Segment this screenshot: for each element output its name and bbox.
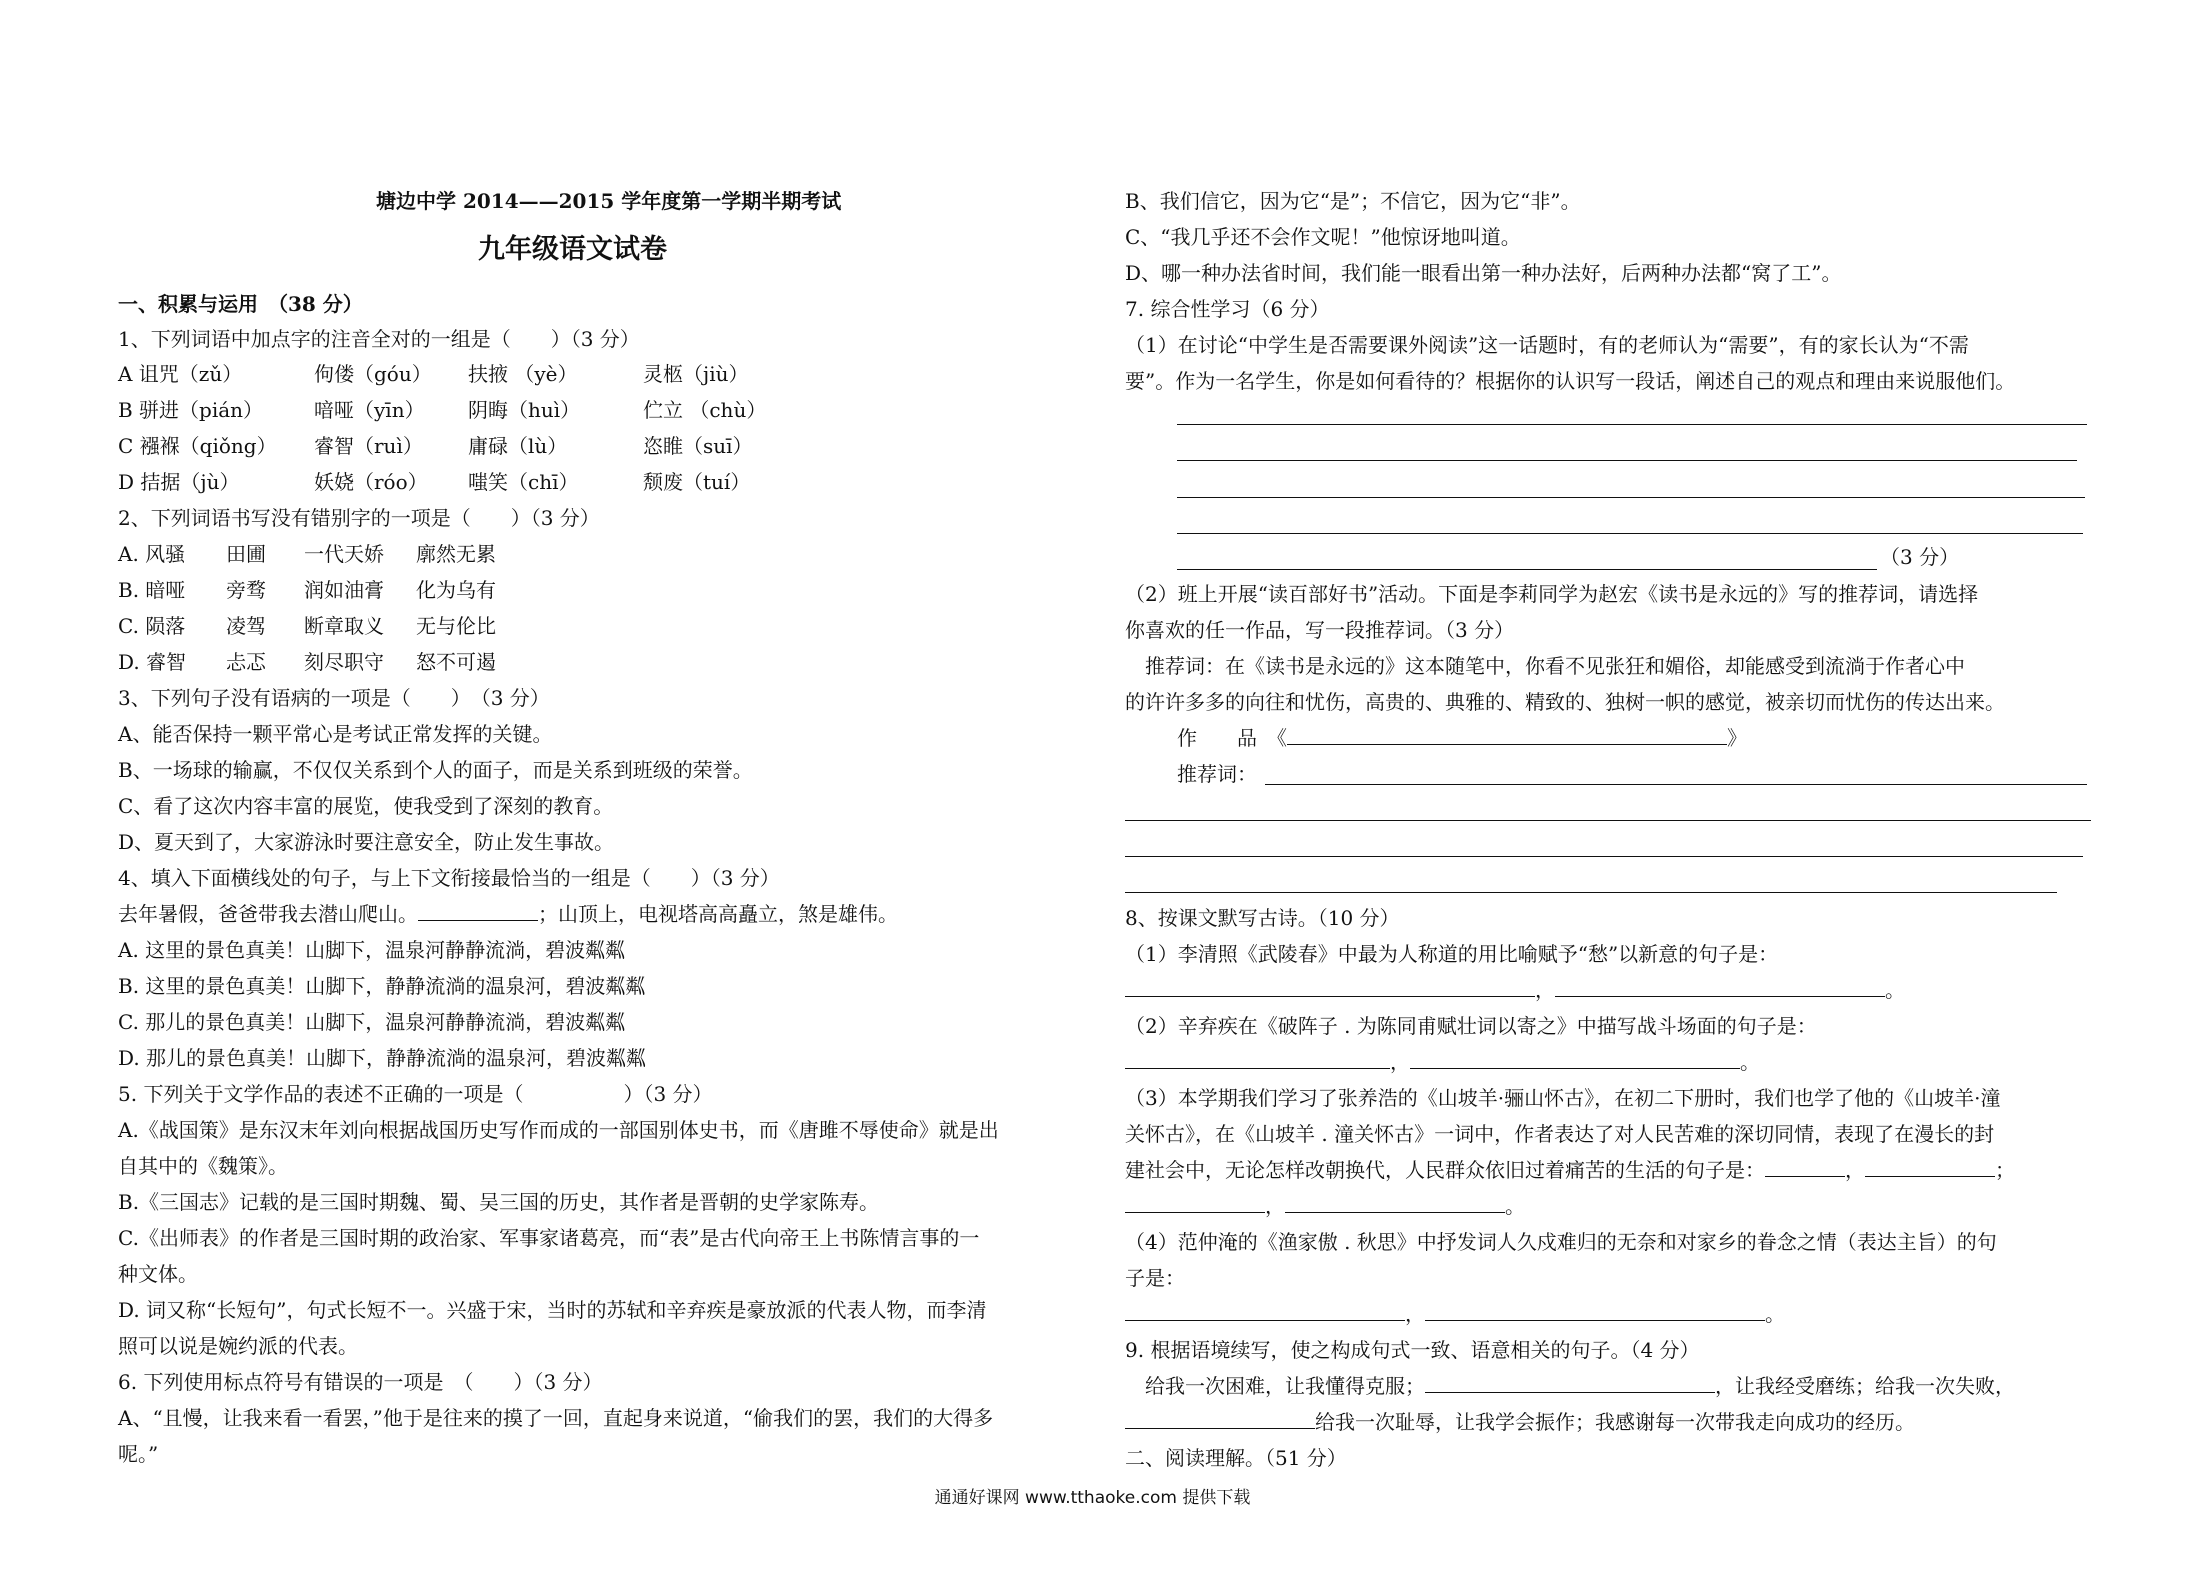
q1-row-d: D 拮据（jù） 妖娆（róo） 嗤笑（chī） 颓废（tuí） [118, 470, 751, 494]
q1-row-b: B 骈进（pián） 喑哑（yīn） 阴晦（huì） 伫立 （chù） [118, 398, 767, 422]
q5-line: 种文体。 [118, 1262, 198, 1286]
section-1-heading: 一、积累与运用 （38 分） [118, 292, 363, 316]
answer-blank[interactable] [1410, 1048, 1740, 1069]
q6-line: A、“且慢，让我来看一看罢，”他于是往来的摸了一回，直起身来说道，“偷我们的罢，我们的大得多 [118, 1406, 994, 1430]
q7-2-line: （2）班上开展“读百部好书”活动。下面是李莉同学为赵宏《读书是永远的》写的推荐词，请选择 [1125, 582, 1979, 606]
q8-4-line: （4）范仲淹的《渔家傲 . 秋思》中抒发词人久戍难归的无奈和对家乡的眷念之情（表达主旨）的句 [1125, 1230, 1997, 1254]
q8-3-answer: ， 。 [1125, 1192, 1525, 1220]
q9-line-2: 给我一次耻辱，让我学会振作；我感谢每一次带我走向成功的经历。 [1125, 1408, 1915, 1436]
q8-3-line: 建社会中，无论怎样改朝换代，人民群众依旧过着痛苦的生活的句子是： ， ； [1125, 1158, 2015, 1182]
question-5: 5. 下列关于文学作品的表述不正确的一项是（ ）（3 分） [118, 1082, 713, 1106]
q7-1-line: （1）在讨论“中学生是否需要课外阅读”这一话题时，有的老师认为“需要”，有的家长认为“不需 [1125, 333, 1969, 357]
q7-2-line: 推荐词：在《读书是永远的》这本随笔中，你看不见张狂和媚俗，却能感受到流淌于作者心中 [1125, 654, 1965, 678]
q3-option-d: D、夏天到了，大家游泳时要注意安全，防止发生事故。 [118, 830, 615, 854]
q5-line: A.《战国策》是东汉末年刘向根据战国历史写作而成的一部国别体史书，而《唐雎不辱使命》就是出 [118, 1118, 999, 1142]
q4-option-c: C. 那儿的景色真美！山脚下，温泉河静静流淌，碧波粼粼 [118, 1010, 626, 1034]
q8-2: （2）辛弃疾在《破阵子 . 为陈同甫赋壮词以寄之》中描写战斗场面的句子是： [1125, 1014, 1817, 1038]
answer-blank[interactable] [1865, 1156, 1995, 1177]
q2-option-b: B. 暗哑 旁骛 润如油膏 化为乌有 [118, 578, 496, 602]
q5-line: D. 词又称“长短句”，句式长短不一。兴盛于宋，当时的苏轼和辛弃疾是豪放派的代表人物，而李清 [118, 1298, 987, 1322]
answer-line[interactable] [1125, 856, 2083, 857]
q5-line: C.《出师表》的作者是三国时期的政治家、军事家诸葛亮，而“表”是古代向帝王上书陈情言事的一 [118, 1226, 980, 1250]
q2-option-a: A. 风骚 田圃 一代天娇 廓然无累 [118, 542, 496, 566]
q7-2-line: 你喜欢的任一作品，写一段推荐词。（3 分） [1125, 618, 1515, 642]
section-2-heading: 二、阅读理解。（51 分） [1125, 1446, 1347, 1470]
q3-option-b: B、一场球的输赢，不仅仅关系到个人的面子，而是关系到班级的荣誉。 [118, 758, 753, 782]
answer-blank[interactable] [1425, 1372, 1715, 1393]
q1-row-c: C 襁褓（qiǒng） 睿智（ruì） 庸碌（lù） 恣睢（suī） [118, 434, 753, 458]
q6-line: 呢。” [118, 1442, 159, 1466]
question-6: 6. 下列使用标点符号有错误的一项是 （ ）（3 分） [118, 1370, 603, 1394]
q8-1-answer: ， 。 [1125, 976, 1905, 1004]
q7-1-score: （3 分） [1880, 545, 1960, 569]
q6-option-c: C、“我几乎还不会作文呢！”他惊讶地叫道。 [1125, 225, 1521, 249]
q8-1: （1）李清照《武陵春》中最为人称道的用比喻赋予“愁”以新意的句子是： [1125, 942, 1779, 966]
answer-blank[interactable] [1125, 1192, 1265, 1213]
answer-blank[interactable] [1125, 1408, 1315, 1429]
question-8: 8、按课文默写古诗。（10 分） [1125, 906, 1400, 930]
answer-line[interactable] [1177, 533, 2083, 534]
question-2: 2、下列词语书写没有错别字的一项是（ ）（3 分） [118, 506, 600, 530]
question-9: 9. 根据语境续写，使之构成句式一致、语意相关的句子。（4 分） [1125, 1338, 1700, 1362]
answer-line[interactable] [1265, 784, 2087, 785]
answer-blank[interactable] [1555, 976, 1885, 997]
q7-2-line: 的许许多多的向往和忧伤，高贵的、典雅的、精致的、独树一帜的感觉，被亲切而忧伤的传达出来。 [1125, 690, 2005, 714]
q5-line: B.《三国志》记载的是三国时期魏、蜀、吴三国的历史，其作者是晋朝的史学家陈寿。 [118, 1190, 880, 1214]
q9-line-1: 给我一次困难，让我懂得克服； ，让我经受磨练；给我一次失败， [1125, 1374, 2015, 1398]
recommendation-label: 推荐词： [1177, 762, 1257, 786]
answer-blank[interactable] [1125, 1300, 1405, 1321]
question-4: 4、填入下面横线处的句子，与上下文衔接最恰当的一组是（ ）（3 分） [118, 866, 780, 890]
q4-blank[interactable] [418, 900, 538, 921]
q4-option-b: B. 这里的景色真美！山脚下，静静流淌的温泉河，碧波粼粼 [118, 974, 646, 998]
answer-line[interactable] [1125, 892, 2057, 893]
answer-blank[interactable] [1125, 976, 1535, 997]
q2-option-d: D. 睿智 忐忑 刻尽职守 怒不可遏 [118, 650, 496, 674]
q6-option-b: B、我们信它，因为它“是”；不信它，因为它“非”。 [1125, 189, 1581, 213]
q2-option-c: C. 陨落 凌驾 断章取义 无与伦比 [118, 614, 496, 638]
answer-blank[interactable] [1125, 1048, 1390, 1069]
work-title-blank[interactable] [1287, 724, 1727, 745]
page-footer: 通通好课网 www.tthaoke.com 提供下载 [934, 1488, 1251, 1508]
q5-line: 照可以说是婉约派的代表。 [118, 1334, 358, 1358]
exam-title: 塘边中学 2014——2015 学年度第一学期半期考试 [376, 189, 842, 213]
q4-option-d: D. 那儿的景色真美！山脚下，静静流淌的温泉河，碧波粼粼 [118, 1046, 647, 1070]
q4-stem: 去年暑假，爸爸带我去潜山爬山。 ；山顶上，电视塔高高矗立，煞是雄伟。 [118, 902, 898, 926]
answer-line[interactable] [1125, 820, 2091, 821]
q8-4-line: 子是： [1125, 1266, 1185, 1290]
q5-line: 自其中的《魏策》。 [118, 1154, 288, 1178]
exam-subtitle: 九年级语文试卷 [478, 234, 667, 265]
q8-3-line: 关怀古》，在《山坡羊 . 潼关怀古》一词中，作者表达了对人民苦难的深切同情，表现了在漫长的封 [1125, 1122, 1995, 1146]
q6-option-d: D、哪一种办法省时间，我们能一眼看出第一种办法好，后两种办法都“窝了工”。 [1125, 261, 1842, 285]
question-7: 7. 综合性学习（6 分） [1125, 297, 1330, 321]
question-3: 3、下列句子没有语病的一项是（ ） （3 分） [118, 686, 550, 710]
q8-3-line: （3）本学期我们学习了张养浩的《山坡羊·骊山怀古》，在初二下册时，我们也学了他的《山坡羊·潼 [1125, 1086, 2001, 1110]
answer-blank[interactable] [1285, 1192, 1505, 1213]
answer-line[interactable] [1177, 460, 2077, 461]
answer-blank[interactable] [1765, 1156, 1845, 1177]
answer-blank[interactable] [1425, 1300, 1765, 1321]
q3-option-a: A、能否保持一颗平常心是考试正常发挥的关键。 [118, 722, 553, 746]
q7-1-line: 要”。作为一名学生，你是如何看待的？根据你的认识写一段话，阐述自己的观点和理由来说服他们。 [1125, 369, 2016, 393]
answer-line[interactable] [1177, 569, 1877, 570]
answer-line[interactable] [1177, 497, 2085, 498]
q3-option-c: C、看了这次内容丰富的展览，使我受到了深刻的教育。 [118, 794, 614, 818]
question-1: 1、下列词语中加点字的注音全对的一组是（ ）（3 分） [118, 327, 640, 351]
answer-line[interactable] [1177, 424, 2087, 425]
work-field: 作 品 《 》 [1177, 726, 1747, 750]
q1-row-a: A 诅咒（zǔ） 佝偻（góu） 扶掖 （yè） 灵柩（jiù） [118, 362, 749, 386]
q8-2-answer: ， 。 [1125, 1048, 1760, 1076]
q4-option-a: A. 这里的景色真美！山脚下，温泉河静静流淌，碧波粼粼 [118, 938, 626, 962]
q8-4-answer: ， 。 [1125, 1300, 1785, 1328]
